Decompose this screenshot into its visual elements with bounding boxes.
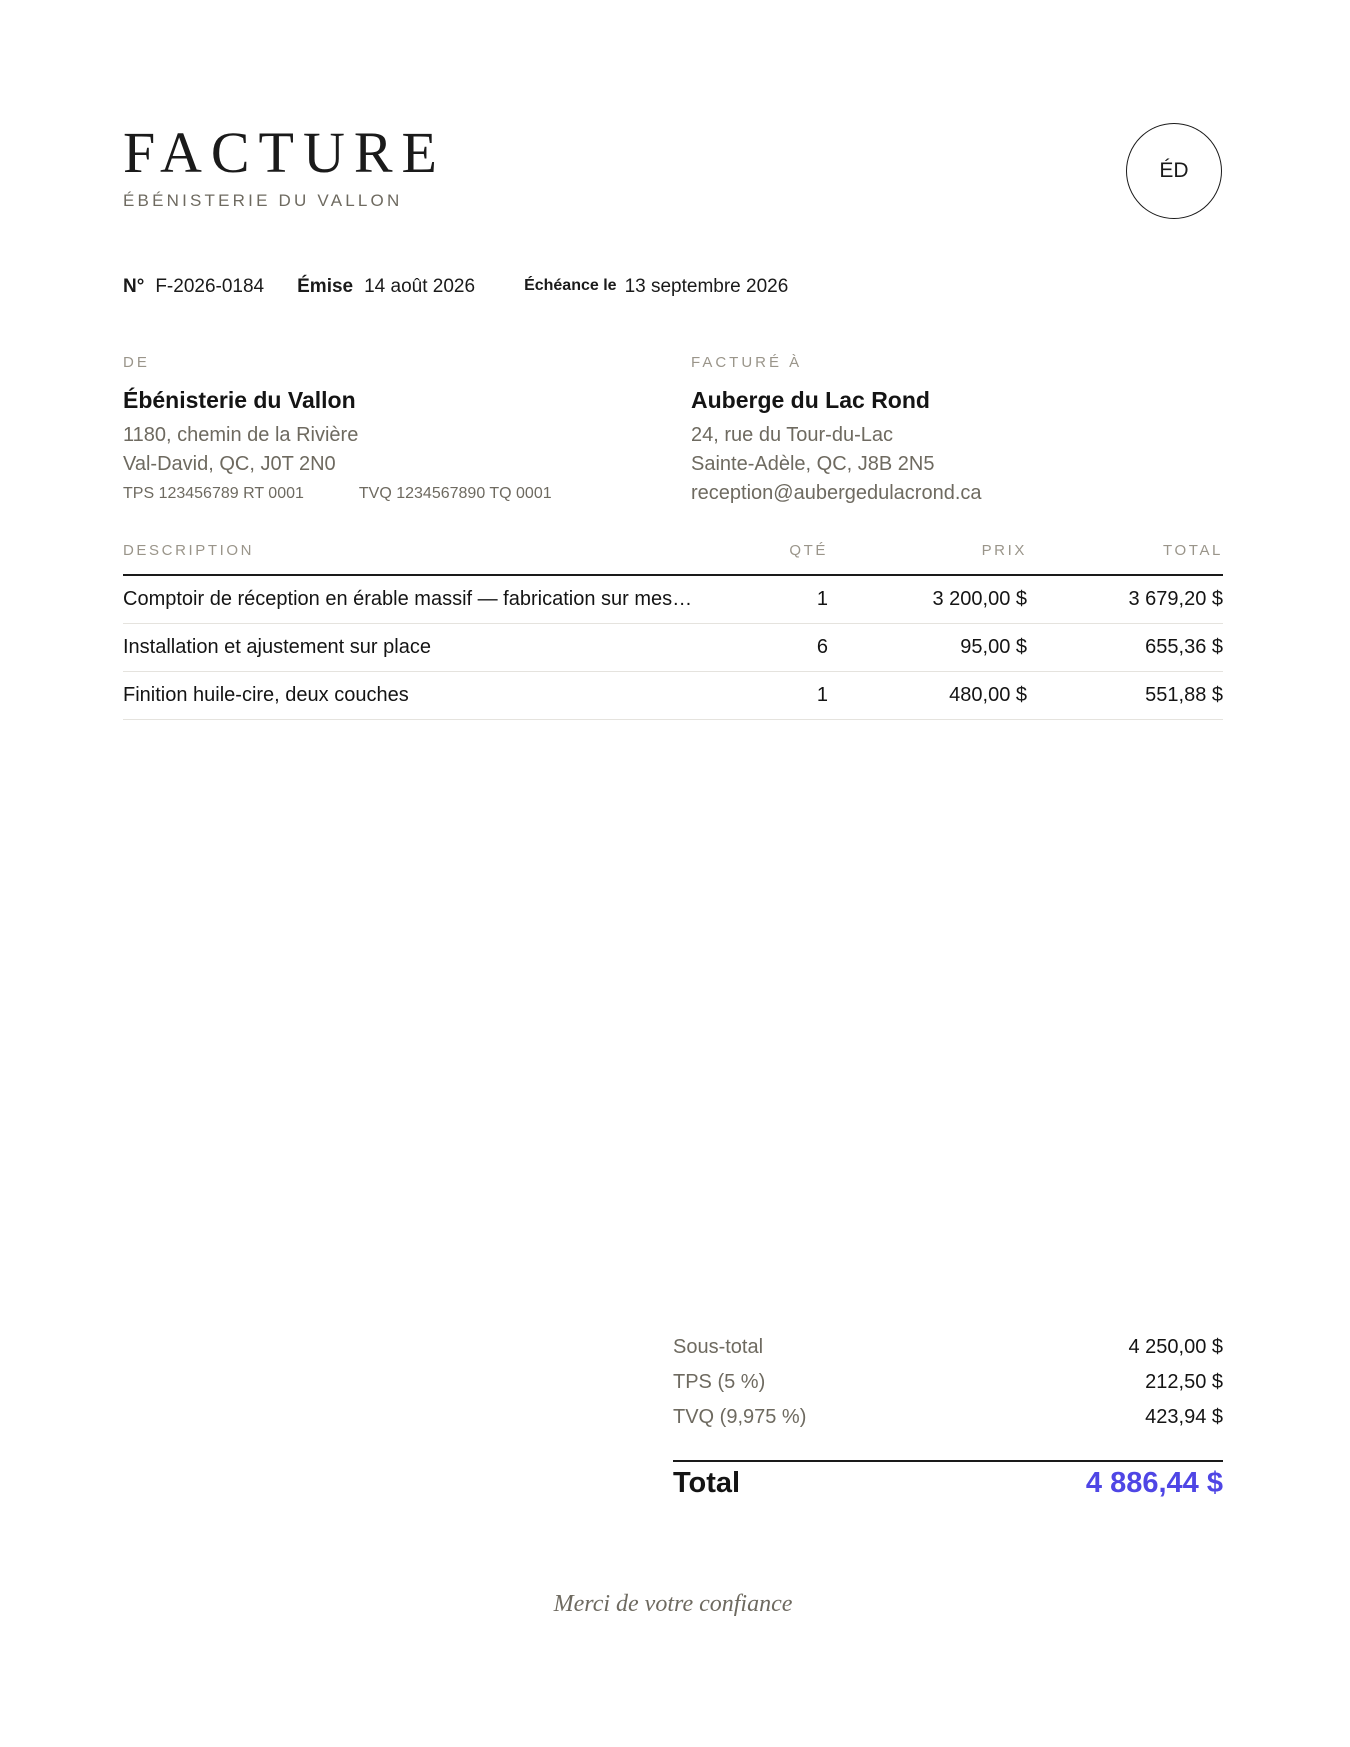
- row-total: 655,36 $: [1145, 636, 1223, 658]
- seller-tvq-number: TVQ 1234567890 TQ 0001: [358, 485, 552, 502]
- row-price: 3 200,00 $: [932, 588, 1027, 610]
- table-row: [123, 576, 1223, 624]
- invoice-meta: [123, 276, 821, 298]
- tvq-row: [673, 1400, 1223, 1435]
- seller-tps-number: TPS 123456789 RT 0001: [123, 485, 304, 502]
- issue-date-label: Émise: [297, 276, 354, 297]
- due-date: 13 septembre 2026: [624, 276, 789, 297]
- row-qty: 1: [816, 588, 828, 610]
- invoice-title: FACTURE: [123, 120, 446, 185]
- due-date-label: Échéance le: [524, 277, 617, 294]
- table-row: [123, 672, 1223, 720]
- thank-you-note: Merci de votre confiance: [553, 1591, 793, 1617]
- row-total: 551,88 $: [1145, 684, 1223, 706]
- grand-total-row: [673, 1460, 1223, 1500]
- row-description: Comptoir de réception en érable massif — fabrication sur mes…: [123, 588, 693, 610]
- company-monogram-logo: [1126, 123, 1222, 219]
- seller-address-line1: 1180, chemin de la Rivière: [123, 424, 359, 446]
- client-email: reception@aubergedulacrond.ca: [691, 482, 982, 504]
- header-description: DESCRIPTION: [123, 542, 255, 559]
- tvq-value: 423,94 $: [1145, 1406, 1223, 1428]
- header-total: TOTAL: [1163, 542, 1223, 559]
- seller-tax-ids: [123, 479, 683, 508]
- subtotal-label: Sous-total: [673, 1336, 764, 1358]
- seller-label: DE: [123, 354, 150, 371]
- line-items-table: [123, 540, 1223, 720]
- monogram-text: ÉD: [1159, 159, 1189, 182]
- table-row: [123, 624, 1223, 672]
- table-header: [123, 540, 1223, 576]
- client-block: [691, 354, 1223, 508]
- row-price: 480,00 $: [949, 684, 1027, 706]
- row-qty: 6: [816, 636, 828, 658]
- tps-row: [673, 1365, 1223, 1400]
- client-address-line1: 24, rue du Tour-du-Lac: [691, 424, 893, 446]
- client-address-line2: Sainte-Adèle, QC, J8B 2N5: [691, 453, 935, 475]
- totals-block: [673, 1330, 1223, 1500]
- header-price: PRIX: [981, 542, 1027, 559]
- seller-address-line2: Val-David, QC, J0T 2N0: [123, 453, 336, 475]
- invoice-number-label: N°: [123, 276, 145, 297]
- row-description: Installation et ajustement sur place: [123, 636, 431, 658]
- issue-date: 14 août 2026: [364, 276, 476, 297]
- client-label: FACTURÉ À: [691, 354, 803, 371]
- invoice-number: F-2026-0184: [155, 276, 265, 297]
- row-price: 95,00 $: [960, 636, 1027, 658]
- row-total: 3 679,20 $: [1128, 588, 1223, 610]
- tvq-label: TVQ (9,975 %): [673, 1406, 807, 1428]
- seller-block: [123, 354, 683, 508]
- client-name: Auberge du Lac Rond: [691, 387, 930, 413]
- row-qty: 1: [816, 684, 828, 706]
- row-description: Finition huile-cire, deux couches: [123, 684, 409, 706]
- grand-total-value: 4 886,44 $: [1085, 1467, 1223, 1499]
- tps-label: TPS (5 %): [673, 1371, 766, 1393]
- subtotal-value: 4 250,00 $: [1128, 1336, 1223, 1358]
- subtotal-row: [673, 1330, 1223, 1365]
- grand-total-label: Total: [673, 1467, 741, 1499]
- tps-value: 212,50 $: [1145, 1371, 1223, 1393]
- company-tagline: ÉBÉNISTERIE DU VALLON: [123, 191, 403, 210]
- seller-name: Ébénisterie du Vallon: [123, 387, 356, 413]
- invoice-page: [123, 0, 1223, 1747]
- header-qty: QTÉ: [789, 542, 828, 559]
